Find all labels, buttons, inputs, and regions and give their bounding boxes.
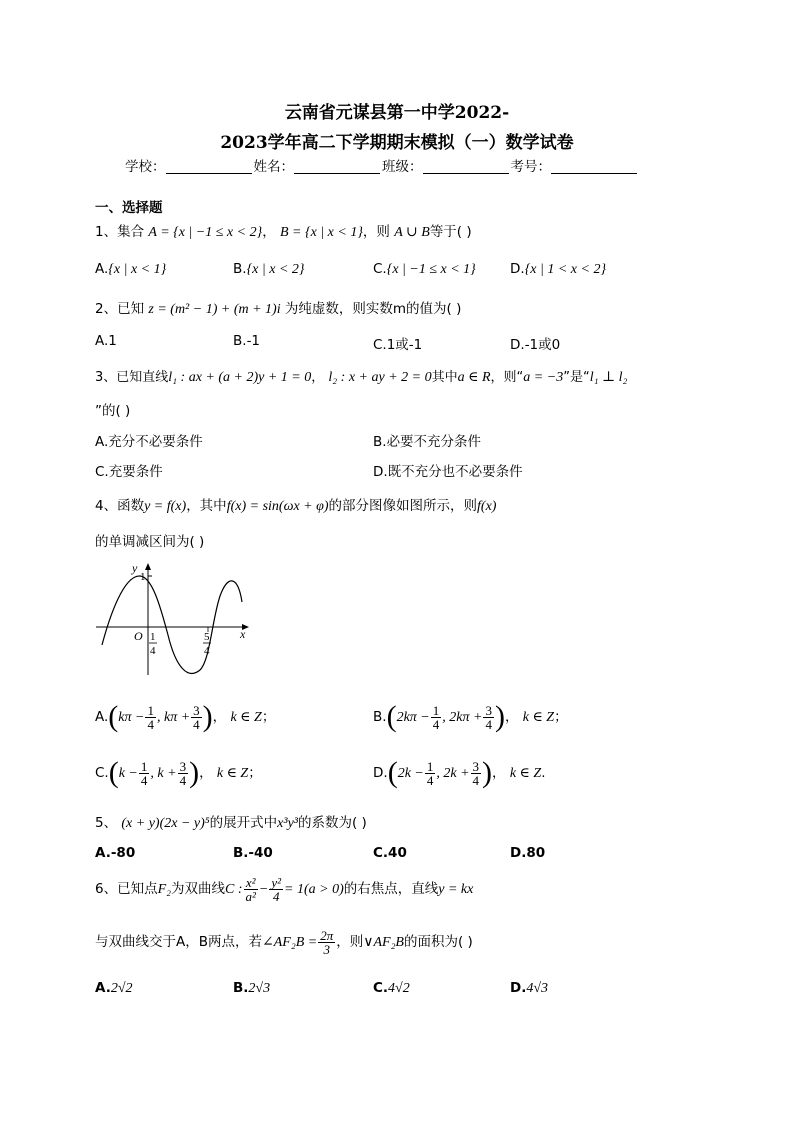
q6-option-b[interactable] xyxy=(233,980,270,997)
option-text: 4√3 xyxy=(526,981,549,996)
end-punct: ； xyxy=(554,709,568,725)
interval-right: , 2kπ + xyxy=(442,710,483,725)
option-text: 充要条件 xyxy=(108,464,163,480)
q3-option-c[interactable] xyxy=(95,460,163,480)
frac-num: 1 xyxy=(426,758,434,774)
q3-sep: ， xyxy=(311,370,325,385)
interval-left: 2k − xyxy=(397,766,424,781)
y-tick-label: 1 xyxy=(140,571,146,583)
question-5 xyxy=(95,811,367,832)
option-label: C. xyxy=(373,980,389,996)
class-label: 班级： xyxy=(382,159,423,175)
interval-right: , kπ + xyxy=(156,710,191,725)
option-label: C. xyxy=(373,337,387,353)
q1-stem: 1、集合 xyxy=(95,224,145,240)
q4-option-a[interactable] xyxy=(95,700,275,734)
q5-mid: 的展开式中 xyxy=(209,815,278,831)
option-label: C. xyxy=(373,261,387,277)
interval-left: kπ − xyxy=(118,710,145,725)
q1-set-b: B = {x | x < 1} xyxy=(280,225,363,240)
q3-mid2: ，则“ xyxy=(490,370,524,385)
x-tick2-num: 5 xyxy=(204,631,210,643)
frac-num: 3 xyxy=(485,702,492,718)
q1-option-a[interactable] xyxy=(95,261,166,278)
paren-right: ) xyxy=(482,756,493,789)
q1-option-b[interactable] xyxy=(233,261,304,278)
option-text: 既不充分也不必要条件 xyxy=(387,464,523,480)
frac-den: 4 xyxy=(472,772,480,788)
q3-line2: l₂ : x + ay + 2 = 0 xyxy=(328,370,432,385)
paren-right: ) xyxy=(202,700,213,733)
option-label: B. xyxy=(233,261,247,277)
q5-option-a[interactable] xyxy=(95,845,135,861)
option-text: 必要不充分条件 xyxy=(386,434,482,450)
paren-left: ( xyxy=(386,700,397,733)
q3-stem: 3、已知直线 xyxy=(95,370,169,385)
interval-left: 2kπ − xyxy=(396,710,430,725)
q2-option-d[interactable] xyxy=(510,333,560,353)
q4-stem-line2: 的单调减区间为( ) xyxy=(95,534,205,550)
question-3 xyxy=(95,366,627,386)
option-label: C. xyxy=(373,845,389,861)
frac-den: 4 xyxy=(179,772,187,788)
frac-num: 2π xyxy=(320,927,334,943)
frac-num: 3 xyxy=(179,758,187,774)
option-text: {x | x < 2} xyxy=(246,262,305,277)
q1-set-a: A = {x | −1 ≤ x < 2} xyxy=(148,225,263,240)
q5-option-d[interactable] xyxy=(510,845,545,861)
option-label: D. xyxy=(510,261,525,277)
fraction xyxy=(191,704,202,731)
end-punct: ； xyxy=(261,709,276,725)
q5-option-b[interactable] xyxy=(233,845,273,861)
option-label: D. xyxy=(510,845,527,861)
class-blank xyxy=(423,159,509,174)
frac-num: 3 xyxy=(193,702,200,718)
q3-mid: 其中 xyxy=(431,370,458,385)
frac-num: y² xyxy=(271,874,282,890)
question-2 xyxy=(95,297,461,318)
frac-den: 4 xyxy=(485,716,492,732)
q3-cond: a ∈ R xyxy=(457,370,491,385)
section-heading: 一、选择题 xyxy=(95,200,163,216)
q5-stem: 5、 xyxy=(95,815,118,831)
q6-option-c[interactable] xyxy=(373,980,410,997)
option-text: {x | −1 ≤ x < 1} xyxy=(386,262,476,277)
option-label: B. xyxy=(233,845,249,861)
k-cond: k ∈ Z xyxy=(216,766,249,781)
frac-den: 4 xyxy=(140,772,148,788)
interval-right: , k + xyxy=(150,766,177,781)
option-label: D. xyxy=(373,464,388,480)
q2-option-a[interactable] xyxy=(95,333,117,349)
q6-option-a[interactable] xyxy=(95,980,133,997)
q4-stem: 4、函数 xyxy=(95,498,145,514)
student-info-row xyxy=(125,155,639,175)
q2-tail: 为纯虚数，则实数m的值为( ) xyxy=(284,301,462,317)
comma: ， xyxy=(492,765,506,781)
x-tick2-den: 4 xyxy=(204,645,210,657)
q4-option-c[interactable] xyxy=(95,756,262,790)
frac-den: 4 xyxy=(193,716,200,732)
option-text: -1或0 xyxy=(524,337,561,353)
name-blank xyxy=(294,159,380,174)
origin-label: O xyxy=(134,629,143,643)
frac-num: x² xyxy=(245,874,256,890)
frac-den: 4 xyxy=(432,716,440,732)
q1-union: A ∪ B xyxy=(394,225,430,240)
exam-title-line1: 云南省元谋县第一中学2022- xyxy=(284,103,510,123)
q6-stem: 6、已知点 xyxy=(95,881,158,897)
x-tick1-den: 4 xyxy=(150,645,156,657)
interval-left: k − xyxy=(118,766,138,781)
option-text: -80 xyxy=(110,845,136,861)
option-label: B. xyxy=(233,333,247,349)
q1-option-c[interactable] xyxy=(373,261,476,278)
q3-option-a[interactable] xyxy=(95,430,203,450)
q4-func3: f(x) xyxy=(477,499,497,514)
frac-den: 3 xyxy=(323,941,330,957)
q4-func1: y = f(x) xyxy=(144,499,187,514)
q5-option-c[interactable] xyxy=(373,845,407,861)
fraction xyxy=(139,760,150,787)
fraction xyxy=(145,704,156,731)
frac-num: 1 xyxy=(140,758,148,774)
fraction xyxy=(471,760,482,787)
q3-line1: l₁ : ax + (a + 2)y + 1 = 0 xyxy=(168,370,312,385)
option-label: B. xyxy=(233,980,249,996)
id-blank xyxy=(551,159,637,174)
option-label: D. xyxy=(510,980,527,996)
q6-focus: F₂ xyxy=(157,882,172,897)
question-6 xyxy=(95,875,473,904)
q1-tail2: 等于( ) xyxy=(429,224,472,240)
fraction xyxy=(431,704,442,731)
q4-func2: f(x) = sin(ωx + φ) xyxy=(226,499,329,514)
q2-option-b[interactable] xyxy=(233,333,260,349)
frac-den: 4 xyxy=(272,888,280,904)
option-label: A. xyxy=(95,709,109,725)
fraction xyxy=(318,929,335,956)
frac-num: 3 xyxy=(472,758,480,774)
fraction xyxy=(483,704,494,731)
q1-sep: ， xyxy=(262,224,276,240)
interval-right: , 2k + xyxy=(436,766,470,781)
sine-curve xyxy=(102,576,242,673)
option-text: 40 xyxy=(388,845,407,861)
comma: ， xyxy=(504,709,519,725)
x-tick1-num: 1 xyxy=(150,631,156,643)
option-label: A. xyxy=(95,845,111,861)
option-label: A. xyxy=(95,980,111,996)
question-1 xyxy=(95,220,472,241)
q6-mid: 为双曲线 xyxy=(171,881,226,897)
q1-tail: ，则 xyxy=(362,224,390,240)
k-cond: k ∈ Z xyxy=(522,710,555,725)
q3-cond2: a = −3 xyxy=(523,370,564,385)
end-punct: ； xyxy=(248,765,262,781)
option-label: B. xyxy=(373,434,387,450)
q2-option-c[interactable] xyxy=(373,333,422,353)
fraction xyxy=(244,876,258,903)
q6-mid2: 的右焦点，直线 xyxy=(343,881,439,897)
q6-line: y = kx xyxy=(438,882,474,897)
y-label: y xyxy=(132,561,138,575)
option-label: A. xyxy=(95,333,109,349)
end-punct: . xyxy=(541,765,546,781)
paren-left: ( xyxy=(108,756,119,789)
q6-line2a: 与双曲线交于A，B两点，若 xyxy=(95,934,262,950)
name-label: 姓名： xyxy=(253,159,294,175)
q2-stem: 2、已知 xyxy=(95,301,145,317)
school-blank xyxy=(166,159,252,174)
id-label: 考号： xyxy=(510,159,551,175)
option-text: -1 xyxy=(246,333,261,349)
paren-right: ) xyxy=(494,700,505,733)
option-label: A. xyxy=(95,434,109,450)
q5-expr: (x + y)(2x − y)⁵ xyxy=(121,816,210,831)
option-text: 4√2 xyxy=(388,981,410,996)
sine-graph xyxy=(92,560,257,680)
paren-left: ( xyxy=(108,700,119,733)
option-label: C. xyxy=(95,765,109,781)
option-text: 2√2 xyxy=(110,981,133,996)
y-axis-arrow-icon xyxy=(145,563,151,570)
q4-option-b[interactable] xyxy=(373,700,568,734)
paren-left: ( xyxy=(387,756,398,789)
q3-option-b[interactable] xyxy=(373,430,481,450)
q4-mid: ，其中 xyxy=(186,498,227,514)
option-text: 1 xyxy=(108,333,117,349)
q5-term: x³y³ xyxy=(277,816,298,831)
exam-title-line2: 2023学年高二下学期期末模拟（一）数学试卷 xyxy=(220,133,574,153)
q3-option-d[interactable] xyxy=(373,460,523,480)
k-cond: k ∈ Z xyxy=(230,710,262,725)
question-4 xyxy=(95,494,496,515)
k-cond: k ∈ Z xyxy=(509,766,542,781)
q6-angle: ∠AF₂B = xyxy=(262,935,318,950)
option-text: {x | 1 < x < 2} xyxy=(524,262,607,277)
fraction xyxy=(178,760,189,787)
q3-stem-line2: ”的( ) xyxy=(95,403,131,419)
q6-curve: C : xyxy=(225,882,243,897)
option-label: C. xyxy=(95,464,109,480)
comma: ， xyxy=(199,765,213,781)
option-label: B. xyxy=(373,709,387,725)
fraction xyxy=(425,760,436,787)
option-text: 充分不必要条件 xyxy=(108,434,203,450)
q6-eq: = 1(a > 0) xyxy=(284,882,344,897)
comma: ， xyxy=(212,709,227,725)
q3-cond3: l₁ ⊥ l₂ xyxy=(589,370,628,385)
q6-line2c: 的面积为( ) xyxy=(404,934,473,950)
q4-mid2: 的部分图像如图所示，则 xyxy=(328,498,478,514)
school-label: 学校： xyxy=(125,159,166,175)
q6-triangle: ∨AF₂B xyxy=(363,935,404,950)
x-label: x xyxy=(240,627,246,641)
question-6-line2 xyxy=(95,928,473,957)
frac-den: 4 xyxy=(147,716,154,732)
option-text: 1或-1 xyxy=(386,337,423,353)
q6-option-d[interactable] xyxy=(510,980,548,997)
option-label: A. xyxy=(95,261,109,277)
option-label: D. xyxy=(510,337,525,353)
q3-mid3: ”是“ xyxy=(563,370,590,385)
option-text: 2√3 xyxy=(248,981,271,996)
q6-line2b: ，则 xyxy=(336,934,364,950)
minus: − xyxy=(258,882,269,897)
frac-den: 4 xyxy=(426,772,434,788)
q1-option-d[interactable] xyxy=(510,261,606,278)
option-text: {x | x < 1} xyxy=(108,262,167,277)
option-text: -40 xyxy=(248,845,273,861)
option-label: D. xyxy=(373,765,388,781)
q5-tail: 的系数为( ) xyxy=(297,815,367,831)
option-text: 80 xyxy=(526,845,546,861)
q2-expr: z = (m² − 1) + (m + 1)i xyxy=(148,302,281,317)
frac-num: 1 xyxy=(147,702,154,718)
paren-right: ) xyxy=(189,756,200,789)
frac-den: a² xyxy=(245,888,256,904)
fraction xyxy=(269,876,283,903)
q4-option-d[interactable] xyxy=(373,756,546,790)
frac-num: 1 xyxy=(432,702,440,718)
